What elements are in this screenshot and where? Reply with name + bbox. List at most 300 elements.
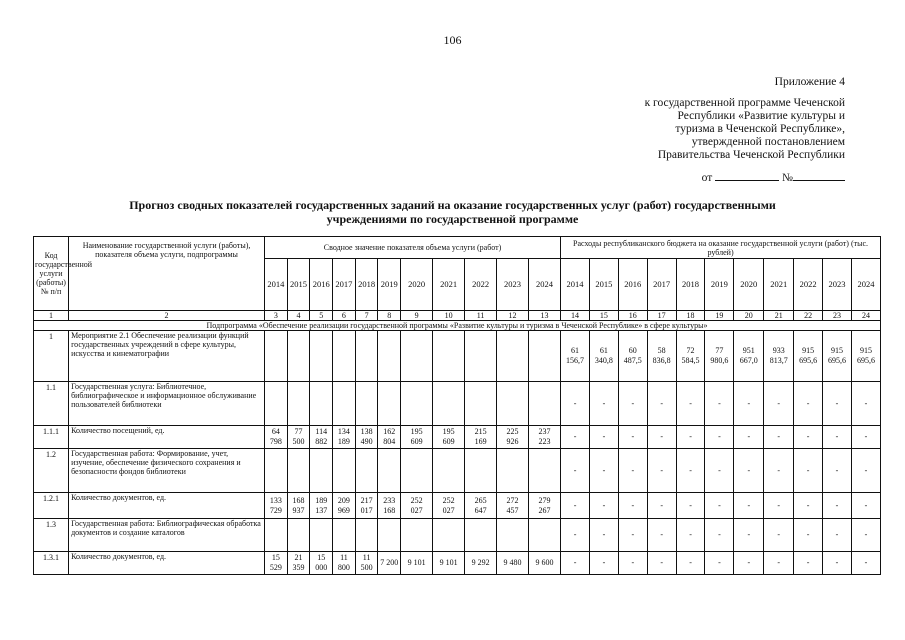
expenses-cell xyxy=(676,552,705,575)
expenses-value-part: 61 xyxy=(599,346,608,355)
volume-value-part: 209 xyxy=(337,495,350,505)
expenses-value-part: - xyxy=(573,500,577,510)
volume-cell xyxy=(355,449,378,493)
expenses-value-part: - xyxy=(747,398,751,408)
expenses-value-part: - xyxy=(864,465,868,475)
volume-cell xyxy=(433,426,465,449)
column-number: 20 xyxy=(734,311,764,321)
year-header-expenses: 2024 xyxy=(851,259,880,311)
expenses-cell xyxy=(618,552,647,575)
header-name: Наименование государственной услуги (работы), показателя объема услуги, подпрограммы xyxy=(69,237,265,311)
expenses-cell xyxy=(734,382,764,426)
volume-cell xyxy=(378,552,401,575)
volume-cell xyxy=(401,449,433,493)
volume-value-part: 137 xyxy=(315,505,328,515)
year-header-expenses: 2020 xyxy=(734,259,764,311)
expenses-value-part: - xyxy=(718,432,721,441)
volume-cell xyxy=(378,519,401,552)
volume-cell xyxy=(378,449,401,493)
volume-value-part: 233 xyxy=(383,495,396,505)
expenses-value-part: - xyxy=(835,558,839,567)
year-header-expenses: 2021 xyxy=(764,259,794,311)
volume-value-part: 9 101 xyxy=(407,558,426,567)
expenses-value-part: - xyxy=(835,465,839,475)
header-expenses: Расходы республиканского бюджета на оказание государственной услуги (работ) (тыс. рублей) xyxy=(561,237,881,259)
year-header-expenses: 2017 xyxy=(647,259,676,311)
volume-cell xyxy=(310,382,333,426)
number-blank xyxy=(793,170,845,181)
volume-value-part: 217 xyxy=(360,495,373,505)
volume-cell xyxy=(465,493,497,519)
expenses-value-part: - xyxy=(689,465,692,475)
appendix-title: Приложение 4 xyxy=(774,76,845,88)
expenses-value-part: - xyxy=(806,465,810,475)
volume-value-part: 272 xyxy=(506,495,519,505)
volume-value-part: 529 xyxy=(269,563,282,572)
column-number: 16 xyxy=(618,311,647,321)
expenses-value-part: - xyxy=(835,398,839,408)
volume-cell xyxy=(287,552,310,575)
expenses-cell xyxy=(851,449,880,493)
expenses-value-part: 72 xyxy=(686,346,695,355)
volume-value-part: 252 xyxy=(410,495,423,505)
volume-value-part: 804 xyxy=(383,437,396,446)
expenses-cell xyxy=(794,382,823,426)
table-row xyxy=(34,426,881,449)
year-header-volume: 2019 xyxy=(378,259,401,311)
expenses-value-part: 77 xyxy=(715,346,724,355)
volume-cell xyxy=(265,552,288,575)
volume-value-part: 133 xyxy=(269,495,282,505)
expenses-cell xyxy=(734,552,764,575)
expenses-cell xyxy=(589,382,618,426)
expenses-value-part: 951 xyxy=(742,346,755,355)
appendix-line: к государственной программе Чеченской xyxy=(644,97,845,109)
volume-cell xyxy=(378,382,401,426)
expenses-cell xyxy=(734,493,764,519)
column-number: 8 xyxy=(378,311,401,321)
year-header-volume: 2021 xyxy=(433,259,465,311)
expenses-value-part: - xyxy=(835,432,839,441)
appendix-block xyxy=(585,76,845,185)
expenses-value-part: - xyxy=(631,432,635,441)
expenses-cell xyxy=(823,382,852,426)
volume-value-part: 500 xyxy=(292,437,305,446)
volume-cell xyxy=(401,493,433,519)
expenses-value-part: 695,6 xyxy=(799,356,818,365)
expenses-value-part: - xyxy=(660,432,663,441)
expenses-cell xyxy=(823,331,852,382)
expenses-cell xyxy=(647,426,676,449)
row-code: 1 xyxy=(34,331,69,382)
volume-cell xyxy=(355,493,378,519)
expenses-value-part: 933 xyxy=(772,346,785,355)
expenses-value-part: - xyxy=(631,500,635,510)
year-header-volume: 2024 xyxy=(529,259,561,311)
volume-value-part: 21 xyxy=(294,553,303,562)
expenses-cell xyxy=(589,519,618,552)
expenses-cell xyxy=(823,519,852,552)
date-blank xyxy=(715,170,779,181)
volume-value-part: 252 xyxy=(442,495,455,505)
expenses-value-part: 813,7 xyxy=(769,356,788,365)
expenses-value-part: - xyxy=(602,500,606,510)
volume-value-part: 9 292 xyxy=(471,558,490,567)
volume-cell xyxy=(433,493,465,519)
volume-cell xyxy=(465,449,497,493)
expenses-value-part: 584,5 xyxy=(681,356,700,365)
volume-cell xyxy=(333,519,356,552)
volume-cell xyxy=(310,331,333,382)
expenses-value-part: - xyxy=(689,398,692,408)
expenses-value-part: - xyxy=(573,530,577,539)
column-number: 2 xyxy=(69,311,265,321)
expenses-value-part: 915 xyxy=(802,346,815,355)
expenses-cell xyxy=(851,493,880,519)
expenses-cell xyxy=(561,331,590,382)
column-number: 23 xyxy=(823,311,852,321)
row-code: 1.1.1 xyxy=(34,426,69,449)
row-code: 1.2.1 xyxy=(34,493,69,519)
expenses-cell xyxy=(823,426,852,449)
expenses-value-part: - xyxy=(660,500,663,510)
volume-cell xyxy=(433,331,465,382)
table-row xyxy=(34,331,881,382)
volume-cell xyxy=(265,426,288,449)
expenses-value-part: - xyxy=(718,530,721,539)
header-code: Код государственной услуги (работы) № п/п xyxy=(34,237,69,311)
expenses-value-part: - xyxy=(689,432,692,441)
year-header-volume: 2022 xyxy=(465,259,497,311)
expenses-value-part: - xyxy=(631,398,635,408)
expenses-cell xyxy=(764,519,794,552)
expenses-value-part: - xyxy=(806,500,810,510)
expenses-cell xyxy=(647,552,676,575)
subprogram-title: Подпрограмма «Обеспечение реализации государственной программы «Развитие культуры и туризма в Чеченской Республике» в сфере культуры» xyxy=(34,321,881,331)
volume-cell xyxy=(310,493,333,519)
row-code: 1.1 xyxy=(34,382,69,426)
volume-cell xyxy=(529,426,561,449)
volume-cell xyxy=(433,519,465,552)
expenses-cell xyxy=(705,382,734,426)
volume-cell xyxy=(401,331,433,382)
expenses-value-part: - xyxy=(777,432,781,441)
volume-cell xyxy=(465,382,497,426)
volume-cell xyxy=(497,493,529,519)
expenses-cell xyxy=(794,449,823,493)
row-name: Государственная услуга: Библиотечное, библиографическое и информационное обслуживание пользователей библиотеки xyxy=(69,382,265,426)
volume-value-part: 969 xyxy=(337,505,350,515)
volume-cell xyxy=(401,519,433,552)
expenses-cell xyxy=(823,493,852,519)
volume-cell xyxy=(401,426,433,449)
volume-value-part: 279 xyxy=(538,495,551,505)
expenses-cell xyxy=(647,331,676,382)
volume-cell xyxy=(529,519,561,552)
expenses-cell xyxy=(561,426,590,449)
volume-cell xyxy=(529,493,561,519)
row-name: Государственная работа: Формирование, учет, изучение, обеспечение физического сохранения и безопасности фондов библиотеки xyxy=(69,449,265,493)
expenses-cell xyxy=(647,493,676,519)
expenses-value-part: - xyxy=(864,530,868,539)
expenses-value-part: - xyxy=(835,530,839,539)
volume-value-part: 11 xyxy=(340,553,348,562)
column-number: 9 xyxy=(401,311,433,321)
column-number: 3 xyxy=(265,311,288,321)
volume-value-part: 798 xyxy=(269,437,282,446)
volume-value-part: 267 xyxy=(538,505,551,515)
expenses-value-part: - xyxy=(660,530,663,539)
expenses-cell xyxy=(561,382,590,426)
appendix-line: Республики «Развитие культуры и xyxy=(677,110,845,122)
row-code: 1.3 xyxy=(34,519,69,552)
expenses-value-part: 667,0 xyxy=(739,356,758,365)
volume-cell xyxy=(433,382,465,426)
expenses-value-part: - xyxy=(602,558,606,567)
expenses-cell xyxy=(734,426,764,449)
expenses-cell xyxy=(618,382,647,426)
volume-cell xyxy=(287,493,310,519)
volume-cell xyxy=(310,519,333,552)
expenses-value-part: - xyxy=(864,398,868,408)
volume-cell xyxy=(287,449,310,493)
year-header-expenses: 2019 xyxy=(705,259,734,311)
expenses-cell xyxy=(705,331,734,382)
title-line: Прогноз сводных показателей государственных заданий на оказание государственных услуг (работ) государственными xyxy=(129,198,776,212)
column-number: 18 xyxy=(676,311,705,321)
expenses-value-part: - xyxy=(602,398,606,408)
volume-value-part: 15 xyxy=(271,553,280,562)
volume-cell xyxy=(465,426,497,449)
expenses-value-part: - xyxy=(631,558,635,567)
volume-cell xyxy=(378,331,401,382)
column-number: 6 xyxy=(333,311,356,321)
expenses-cell xyxy=(618,426,647,449)
column-number: 24 xyxy=(851,311,880,321)
volume-value-part: 937 xyxy=(292,505,305,515)
expenses-value-part: - xyxy=(777,398,781,408)
document-title xyxy=(90,198,815,226)
appendix-line: утвержденной постановлением xyxy=(691,136,845,148)
volume-cell xyxy=(529,552,561,575)
expenses-value-part: 695,6 xyxy=(827,356,846,365)
expenses-value-part: - xyxy=(718,465,721,475)
column-number: 11 xyxy=(465,311,497,321)
volume-cell xyxy=(333,493,356,519)
expenses-cell xyxy=(764,552,794,575)
column-number: 21 xyxy=(764,311,794,321)
volume-value-part: 7 200 xyxy=(380,558,399,567)
expenses-cell xyxy=(764,331,794,382)
expenses-value-part: 61 xyxy=(571,346,580,355)
expenses-value-part: - xyxy=(777,530,781,539)
expenses-value-part: - xyxy=(689,530,692,539)
expenses-value-part: - xyxy=(718,398,721,408)
expenses-cell xyxy=(764,449,794,493)
expenses-cell xyxy=(823,449,852,493)
expenses-cell xyxy=(705,449,734,493)
expenses-value-part: - xyxy=(660,398,663,408)
volume-value-part: 609 xyxy=(410,437,423,446)
expenses-value-part: - xyxy=(747,432,751,441)
expenses-cell xyxy=(705,426,734,449)
expenses-cell xyxy=(618,493,647,519)
expenses-cell xyxy=(851,426,880,449)
expenses-value-part: - xyxy=(806,558,810,567)
year-header-volume: 2017 xyxy=(333,259,356,311)
expenses-cell xyxy=(676,426,705,449)
volume-value-part: 490 xyxy=(360,437,373,446)
volume-value-part: 027 xyxy=(410,505,423,515)
expenses-cell xyxy=(705,552,734,575)
volume-value-part: 77 xyxy=(294,427,303,436)
year-header-expenses: 2015 xyxy=(589,259,618,311)
volume-value-part: 457 xyxy=(506,505,519,515)
volume-value-part: 195 xyxy=(410,427,423,436)
year-header-volume: 2020 xyxy=(401,259,433,311)
year-header-expenses: 2022 xyxy=(794,259,823,311)
expenses-cell xyxy=(734,331,764,382)
expenses-value-part: 836,8 xyxy=(652,356,671,365)
year-header-volume: 2018 xyxy=(355,259,378,311)
expenses-value-part: - xyxy=(689,500,692,510)
expenses-cell xyxy=(705,493,734,519)
table-row xyxy=(34,382,881,426)
expenses-value-part: 915 xyxy=(859,346,872,355)
column-number: 1 xyxy=(34,311,69,321)
expenses-cell xyxy=(676,382,705,426)
expenses-value-part: - xyxy=(806,530,810,539)
volume-cell xyxy=(355,552,378,575)
volume-cell xyxy=(355,426,378,449)
volume-cell xyxy=(378,426,401,449)
row-name: Мероприятие 2.1 Обеспечение реализации функций государственных учреждений в сфере культуры, искусства и кинематографии xyxy=(69,331,265,382)
expenses-value-part: 58 xyxy=(657,346,666,355)
expenses-cell xyxy=(676,519,705,552)
expenses-cell xyxy=(794,519,823,552)
expenses-value-part: - xyxy=(689,558,692,567)
expenses-cell xyxy=(734,519,764,552)
expenses-cell xyxy=(705,519,734,552)
expenses-cell xyxy=(851,519,880,552)
column-number: 7 xyxy=(355,311,378,321)
expenses-cell xyxy=(794,493,823,519)
volume-cell xyxy=(265,331,288,382)
volume-value-part: 225 xyxy=(506,427,519,436)
expenses-cell xyxy=(561,519,590,552)
column-number: 17 xyxy=(647,311,676,321)
header-volume: Сводное значение показателя объема услуги (работ) xyxy=(265,237,561,259)
expenses-value-part: - xyxy=(777,465,781,475)
expenses-value-part: 695,6 xyxy=(856,356,875,365)
expenses-value-part: - xyxy=(806,432,810,441)
expenses-value-part: - xyxy=(747,500,751,510)
expenses-cell xyxy=(618,519,647,552)
expenses-value-part: - xyxy=(806,398,810,408)
expenses-value-part: - xyxy=(631,465,635,475)
row-name: Количество документов, ед. xyxy=(69,552,265,575)
year-header-expenses: 2014 xyxy=(561,259,590,311)
expenses-cell xyxy=(851,382,880,426)
volume-cell xyxy=(287,519,310,552)
expenses-cell xyxy=(647,382,676,426)
row-name: Количество документов, ед. xyxy=(69,493,265,519)
expenses-cell xyxy=(618,449,647,493)
volume-cell xyxy=(433,552,465,575)
expenses-value-part: - xyxy=(718,558,721,567)
volume-value-part: 017 xyxy=(360,505,373,515)
from-label: от xyxy=(701,172,713,184)
expenses-cell xyxy=(561,449,590,493)
expenses-value-part: - xyxy=(718,500,721,510)
volume-value-part: 189 xyxy=(337,437,350,446)
year-header-expenses: 2018 xyxy=(676,259,705,311)
expenses-cell xyxy=(561,552,590,575)
year-header-expenses: 2016 xyxy=(618,259,647,311)
row-code: 1.3.1 xyxy=(34,552,69,575)
year-header-volume: 2016 xyxy=(310,259,333,311)
volume-cell xyxy=(497,382,529,426)
volume-value-part: 189 xyxy=(315,495,328,505)
volume-cell xyxy=(287,426,310,449)
volume-value-part: 64 xyxy=(271,427,280,436)
expenses-value-part: - xyxy=(777,558,781,567)
year-header-volume: 2023 xyxy=(497,259,529,311)
column-number: 14 xyxy=(561,311,590,321)
expenses-cell xyxy=(794,552,823,575)
volume-value-part: 169 xyxy=(474,437,487,446)
volume-cell xyxy=(265,493,288,519)
expenses-value-part: - xyxy=(660,465,663,475)
volume-value-part: 647 xyxy=(474,505,487,515)
expenses-value-part: - xyxy=(747,465,751,475)
expenses-value-part: - xyxy=(660,558,663,567)
table-row xyxy=(34,449,881,493)
expenses-value-part: 340,8 xyxy=(594,356,613,365)
expenses-cell xyxy=(823,552,852,575)
volume-cell xyxy=(287,331,310,382)
volume-cell xyxy=(433,449,465,493)
volume-value-part: 162 xyxy=(383,427,396,436)
volume-cell xyxy=(465,552,497,575)
volume-value-part: 729 xyxy=(269,505,282,515)
expenses-value-part: 60 xyxy=(628,346,637,355)
column-number: 13 xyxy=(529,311,561,321)
volume-cell xyxy=(529,382,561,426)
volume-value-part: 215 xyxy=(474,427,487,436)
volume-value-part: 800 xyxy=(337,563,350,572)
expenses-cell xyxy=(764,382,794,426)
volume-cell xyxy=(529,449,561,493)
volume-value-part: 223 xyxy=(538,437,551,446)
volume-cell xyxy=(333,382,356,426)
expenses-cell xyxy=(734,449,764,493)
expenses-cell xyxy=(676,331,705,382)
volume-cell xyxy=(355,331,378,382)
expenses-value-part: - xyxy=(573,558,577,567)
expenses-value-part: - xyxy=(747,558,751,567)
expenses-value-part: 156,7 xyxy=(566,356,585,365)
expenses-cell xyxy=(794,331,823,382)
column-number: 4 xyxy=(287,311,310,321)
volume-cell xyxy=(378,493,401,519)
volume-value-part: 609 xyxy=(442,437,455,446)
expenses-value-part: 915 xyxy=(830,346,843,355)
volume-value-part: 882 xyxy=(315,437,328,446)
volume-value-part: 9 101 xyxy=(439,558,458,567)
expenses-value-part: - xyxy=(835,500,839,510)
volume-cell xyxy=(465,519,497,552)
